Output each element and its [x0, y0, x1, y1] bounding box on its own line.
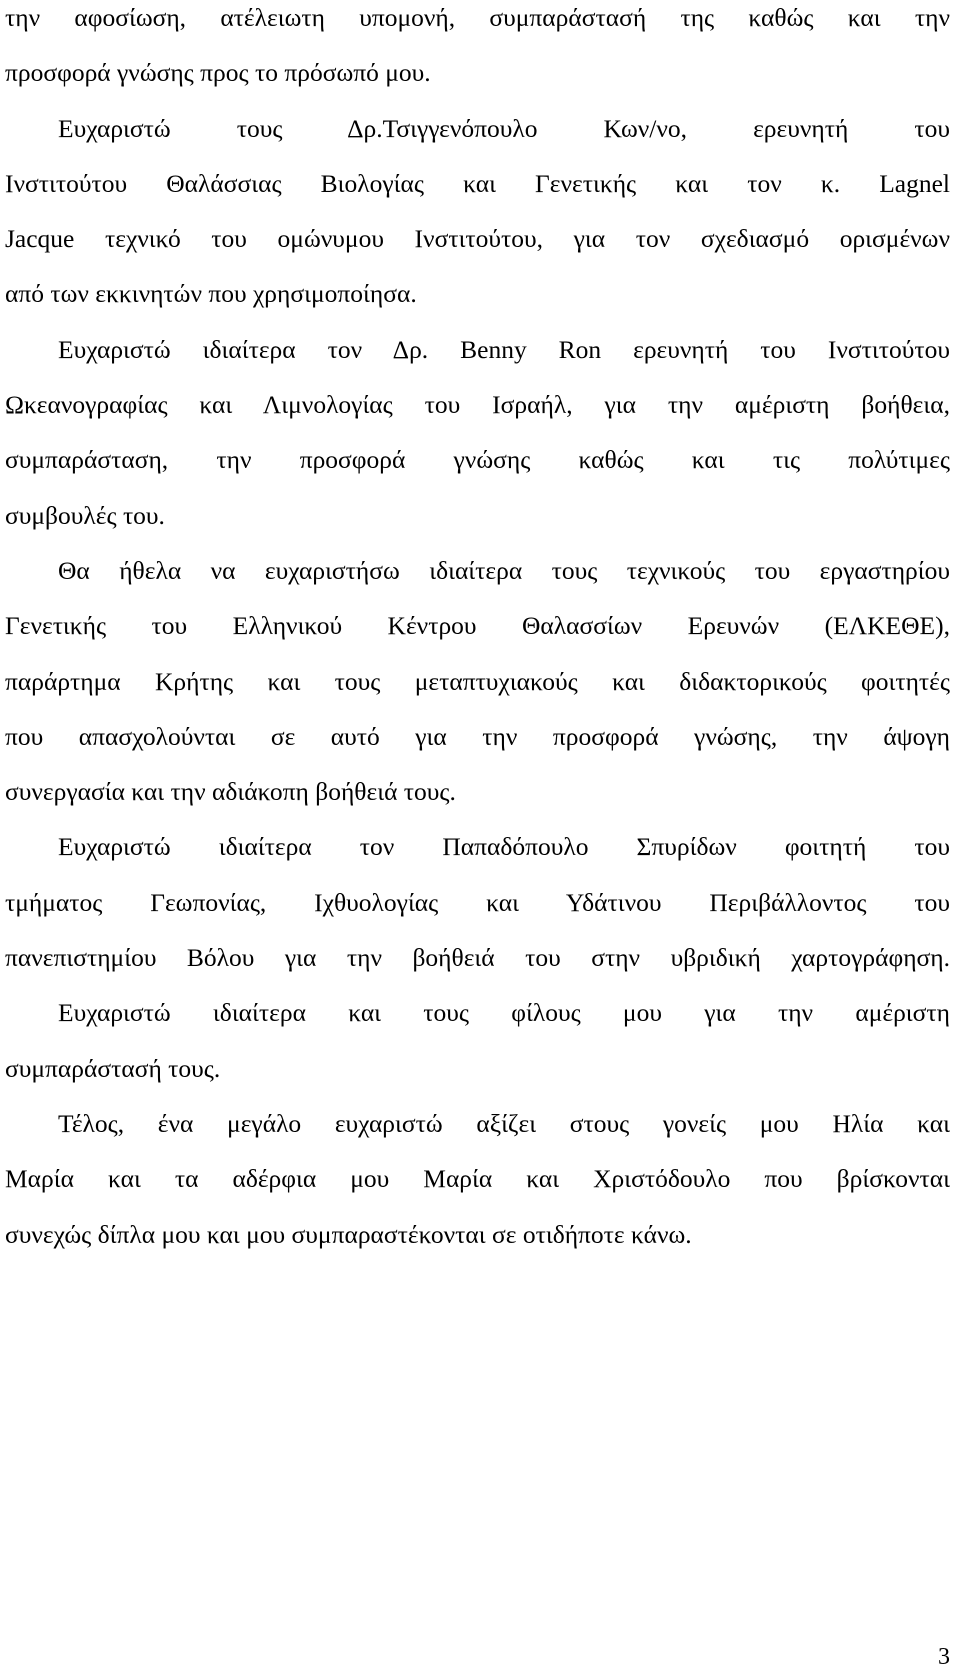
acknowledgements-text	[5, 0, 950, 1262]
text-line: Ευχαριστώ ιδιαίτερα τον Παπαδόπουλο Σπυρίδων φοιτητή του	[58, 832, 950, 862]
text-line: προσφορά γνώσης προς το πρόσωπό μου.	[5, 58, 431, 88]
text-line: Γενετικής του Ελληνικού Κέντρου Θαλασσίων Ερευνών (ΕΛΚΕΘΕ),	[5, 611, 950, 641]
page-number: 3	[938, 1644, 950, 1670]
text-line: Θα ήθελα να ευχαριστήσω ιδιαίτερα τους τεχνικούς του εργαστηρίου	[58, 555, 950, 585]
text-line: Ευχαριστώ ιδιαίτερα τον Δρ. Benny Ron ερευνητή του Ινστιτούτου	[58, 334, 950, 364]
text-line: Ευχαριστώ τους Δρ.Τσιγγενόπουλο Κων/νο, ερευνητή του	[58, 113, 950, 143]
text-line: πανεπιστημίου Βόλου για την βοήθειά του στην υβριδική χαρτογράφηση.	[5, 943, 950, 973]
text-line: Ωκεανογραφίας και Λιμνολογίας του Ισραήλ, για την αμέριστη βοήθεια,	[5, 390, 950, 420]
text-line: συμπαράστασή τους.	[5, 1053, 221, 1083]
text-line: Τέλος, ένα μεγάλο ευχαριστώ αξίζει στους γονείς μου Ηλία και	[58, 1108, 950, 1138]
text-line: την αφοσίωση, ατέλειωτη υπομονή, συμπαράστασή της καθώς και την	[5, 3, 950, 32]
text-line: Μαρία και τα αδέρφια μου Μαρία και Χριστόδουλο που βρίσκονται	[5, 1164, 950, 1194]
text-line: συνεχώς δίπλα μου και μου συμπαραστέκονται σε οτιδήποτε κάνω.	[5, 1219, 692, 1249]
text-line: παράρτημα Κρήτης και τους μεταπτυχιακούς και διδακτορικούς φοιτητές	[5, 666, 950, 696]
text-line: Ευχαριστώ ιδιαίτερα και τους φίλους μου για την αμέριστη	[58, 998, 950, 1028]
text-line: από των εκκινητών που χρησιμοποίησα.	[5, 279, 417, 309]
text-line: Jacque τεχνικό του ομώνυμου Ινστιτούτου, για τον σχεδιασμό ορισμένων	[5, 224, 950, 254]
text-line: συμβουλές του.	[5, 500, 165, 530]
text-line: τμήματος Γεωπονίας, Ιχθυολογίας και Υδάτινου Περιβάλλοντος του	[5, 887, 950, 917]
text-line: Ινστιτούτου Θαλάσσιας Βιολογίας και Γενετικής και τον κ. Lagnel	[5, 168, 950, 198]
text-line: συνεργασία και την αδιάκοπη βοήθειά τους.	[5, 777, 456, 807]
text-line: συμπαράσταση, την προσφορά γνώσης καθώς και τις πολύτιμες	[5, 445, 950, 475]
text-line: που απασχολούνται σε αυτό για την προσφορά γνώσης, την άψογη	[5, 721, 950, 751]
